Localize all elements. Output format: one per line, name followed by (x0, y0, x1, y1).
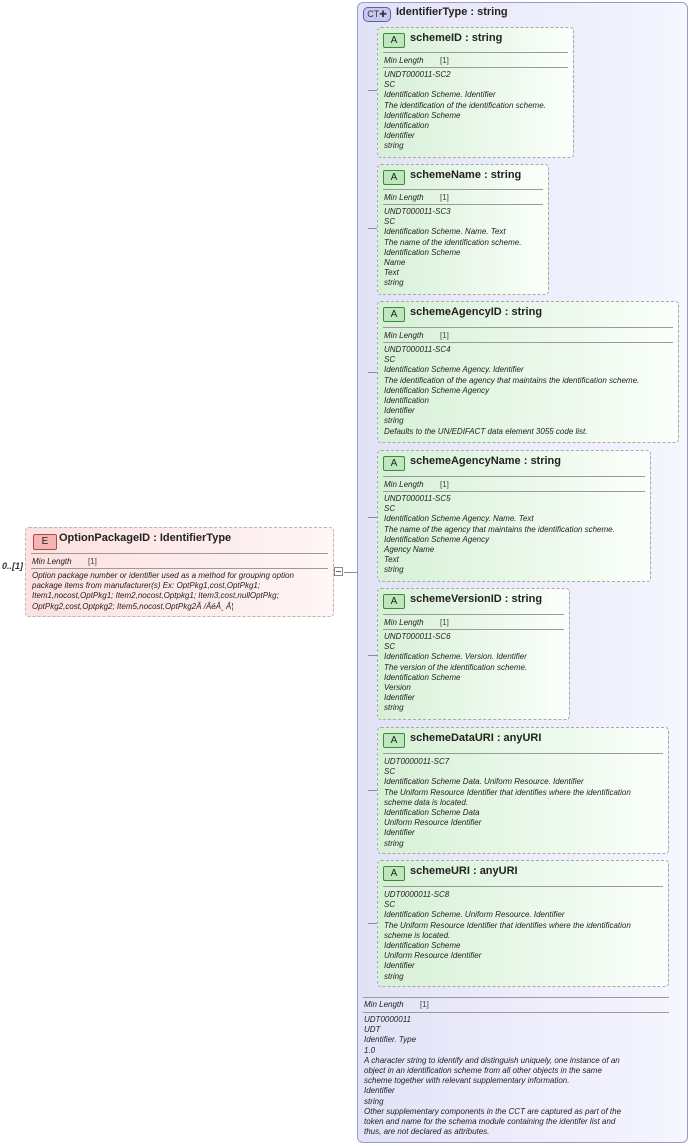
doc-line: 1.0 (364, 1045, 376, 1055)
doc-line: SC (384, 355, 396, 365)
attribute-badge: A (383, 866, 405, 881)
doc-line: Identifier (384, 828, 415, 838)
doc-line: OptPkg2,cost,Optpkg2; Item5,nocost,OptPkg2Â /ÂéÂ¸ Â¦ (32, 601, 234, 611)
doc-line: scheme together with relevant supplementary information. (364, 1076, 570, 1086)
doc-line: Identifier (384, 693, 415, 703)
collapse-toggle-icon[interactable] (334, 567, 343, 576)
doc-line: A character string to identify and distinguish uniquely, one instance of an (364, 1055, 620, 1065)
doc-line: The identification of the identification scheme. (384, 100, 546, 110)
divider (383, 204, 543, 205)
element-badge: E (33, 534, 57, 550)
doc-line: Identification Scheme (384, 941, 461, 951)
attribute-title: schemeURI : anyURI (410, 865, 518, 877)
attribute-title: schemeAgencyID : string (410, 306, 543, 318)
complex-type-badge: CT (367, 9, 380, 19)
facet-value: [1] (440, 193, 449, 202)
cardinality-label: 0..[1] (2, 561, 24, 571)
attribute-title: schemeDataURI : anyURI (410, 732, 542, 744)
doc-line: UDT0000011-SC7 (384, 757, 450, 766)
complex-type-title: IdentifierType : string (396, 6, 508, 18)
attribute-documentation (384, 70, 546, 152)
doc-line: UDT0000011-SC8 (384, 890, 450, 899)
attribute-badge: A (383, 170, 405, 185)
attribute-scheme-data-uri[interactable] (377, 727, 669, 854)
doc-line: Identification (384, 396, 429, 406)
doc-line: Identification Scheme Agency. Name. Text (384, 514, 534, 524)
attribute-badge: A (383, 307, 405, 322)
doc-line: string (384, 416, 404, 426)
element-box-option-package-id[interactable] (25, 527, 334, 617)
divider (363, 1012, 669, 1013)
doc-line: Identifier (384, 406, 415, 416)
doc-line: object in an identification scheme from all other objects in the same (364, 1066, 602, 1076)
divider (383, 189, 543, 190)
doc-line: Identification (384, 121, 429, 131)
doc-line: Identification Scheme Agency (384, 534, 490, 544)
attribute-documentation (384, 207, 521, 289)
doc-line: SC (384, 767, 396, 777)
attribute-scheme-id[interactable] (377, 27, 574, 158)
doc-line: string (384, 565, 404, 575)
doc-line: SC (384, 900, 396, 910)
doc-line: Other supplementary components in the CCT are captured as part of the (364, 1106, 622, 1116)
divider (383, 52, 568, 53)
doc-line: string (384, 278, 404, 288)
doc-line: Identification Scheme (384, 672, 461, 682)
doc-line: SC (384, 504, 396, 514)
doc-line: package items from manufacturer(s) Ex: OptPkg1,cost,OptPkg1; (32, 581, 261, 591)
attribute-scheme-agency-name[interactable] (377, 450, 651, 582)
attribute-scheme-uri[interactable] (377, 860, 669, 987)
doc-line: Identifier (384, 961, 415, 971)
element-documentation (32, 571, 294, 612)
doc-line: UNDT000011-SC4 (384, 345, 451, 354)
doc-line: UNDT000011-SC3 (384, 207, 451, 216)
doc-line: thus, are not declared as attributes. (364, 1127, 490, 1137)
divider (383, 886, 663, 887)
divider (383, 476, 645, 477)
doc-line: Identifier. Type (364, 1035, 417, 1045)
facet-name: Min Length (384, 193, 424, 202)
doc-line: UDT0000011 (364, 1015, 411, 1024)
doc-line: UNDT000011-SC5 (384, 494, 451, 503)
doc-line: Defaults to the UN/EDIFACT data element 3055 code list. (384, 426, 588, 436)
doc-line: SC (384, 80, 396, 90)
facet-value: [1] (88, 557, 97, 566)
doc-line: Identification Scheme Data. Uniform Resource. Identifier (384, 777, 584, 787)
attribute-badge: A (383, 456, 405, 471)
attribute-documentation (384, 632, 527, 714)
doc-line: Identification Scheme (384, 247, 461, 257)
divider (383, 753, 663, 754)
doc-line: UDT (364, 1025, 381, 1035)
divider (363, 997, 669, 998)
facet-name: Min Length (364, 1000, 404, 1009)
divider (31, 553, 328, 554)
attribute-documentation (384, 494, 615, 576)
divider (383, 629, 564, 630)
doc-line: token and name for the schema module containing the identifer list and (364, 1117, 616, 1127)
doc-line: Agency Name (384, 545, 435, 555)
divider (383, 342, 673, 343)
doc-line: UNDT000011-SC2 (384, 70, 451, 79)
facet-name: Min Length (384, 618, 424, 627)
doc-line: Text (384, 268, 399, 278)
element-title: OptionPackageID : IdentifierType (59, 532, 232, 544)
doc-line: Version (384, 683, 411, 693)
doc-line: UNDT000011-SC6 (384, 632, 451, 641)
attribute-scheme-version-id[interactable] (377, 588, 570, 720)
attribute-documentation (384, 345, 639, 437)
doc-line: Name (384, 258, 406, 268)
doc-line: Option package number or identifier used as a method for grouping option (32, 571, 294, 580)
doc-line: Identification Scheme Agency (384, 385, 490, 395)
facet-name: Min Length (32, 557, 72, 566)
doc-line: SC (384, 642, 396, 652)
facet-name: Min Length (384, 56, 424, 65)
divider (383, 491, 645, 492)
attribute-title: schemeID : string (410, 32, 503, 44)
attribute-scheme-name[interactable] (377, 164, 549, 295)
facet-value: [1] (420, 1000, 429, 1009)
doc-line: The Uniform Resource Identifier that identifies where the identification (384, 787, 631, 797)
doc-line: The Uniform Resource Identifier that identifies where the identification (384, 920, 631, 930)
doc-line: Identification Scheme (384, 110, 461, 120)
divider (31, 568, 328, 569)
divider (383, 614, 564, 615)
doc-line: Identifier (384, 131, 415, 141)
doc-line: string (384, 703, 404, 713)
attribute-documentation (384, 757, 631, 849)
divider (383, 67, 568, 68)
complex-type-documentation (364, 1015, 621, 1137)
doc-line: Uniform Resource Identifier (384, 818, 482, 828)
attribute-badge: A (383, 594, 405, 609)
attribute-badge: A (383, 33, 405, 48)
attribute-title: schemeVersionID : string (410, 593, 543, 605)
doc-line: Identification Scheme. Identifier (384, 90, 496, 100)
facet-value: [1] (440, 480, 449, 489)
doc-line: string (384, 838, 404, 848)
facet-value: [1] (440, 331, 449, 340)
doc-line: The version of the identification scheme. (384, 662, 528, 672)
complex-type-badge-icon: CT✚ (363, 7, 391, 22)
doc-line: string (384, 141, 404, 151)
doc-line: The identification of the agency that maintains the identification scheme. (384, 375, 640, 385)
doc-line: scheme data is located. (384, 797, 469, 807)
doc-line: The name of the agency that maintains the identification scheme. (384, 524, 615, 534)
doc-line: Identification Scheme. Version. Identifier (384, 652, 527, 662)
doc-line: Identification Scheme. Uniform Resource. Identifier (384, 910, 565, 920)
doc-line: Uniform Resource Identifier (384, 951, 482, 961)
doc-line: Item1,nocost,OptPkg1; Item2,nocost,Optpkg1; Item3,cost,nullOptPkg; (32, 591, 279, 601)
attribute-documentation (384, 890, 631, 982)
facet-name: Min Length (384, 480, 424, 489)
doc-line: The name of the identification scheme. (384, 237, 522, 247)
doc-line: Identification Scheme Agency. Identifier (384, 365, 524, 375)
facet-name: Min Length (384, 331, 424, 340)
divider (383, 327, 673, 328)
doc-line: Text (384, 555, 399, 565)
doc-line: Identification Scheme. Name. Text (384, 227, 506, 237)
doc-line: Identifier (364, 1086, 395, 1096)
facet-value: [1] (440, 618, 449, 627)
doc-line: string (384, 971, 404, 981)
doc-line: scheme is located. (384, 930, 451, 940)
attribute-scheme-agency-id[interactable] (377, 301, 679, 443)
doc-line: SC (384, 217, 396, 227)
facet-value: [1] (440, 56, 449, 65)
doc-line: Identification Scheme Data (384, 808, 480, 818)
attribute-title: schemeName : string (410, 169, 522, 181)
attribute-badge: A (383, 733, 405, 748)
doc-line: string (364, 1096, 384, 1106)
attribute-title: schemeAgencyName : string (410, 455, 561, 467)
